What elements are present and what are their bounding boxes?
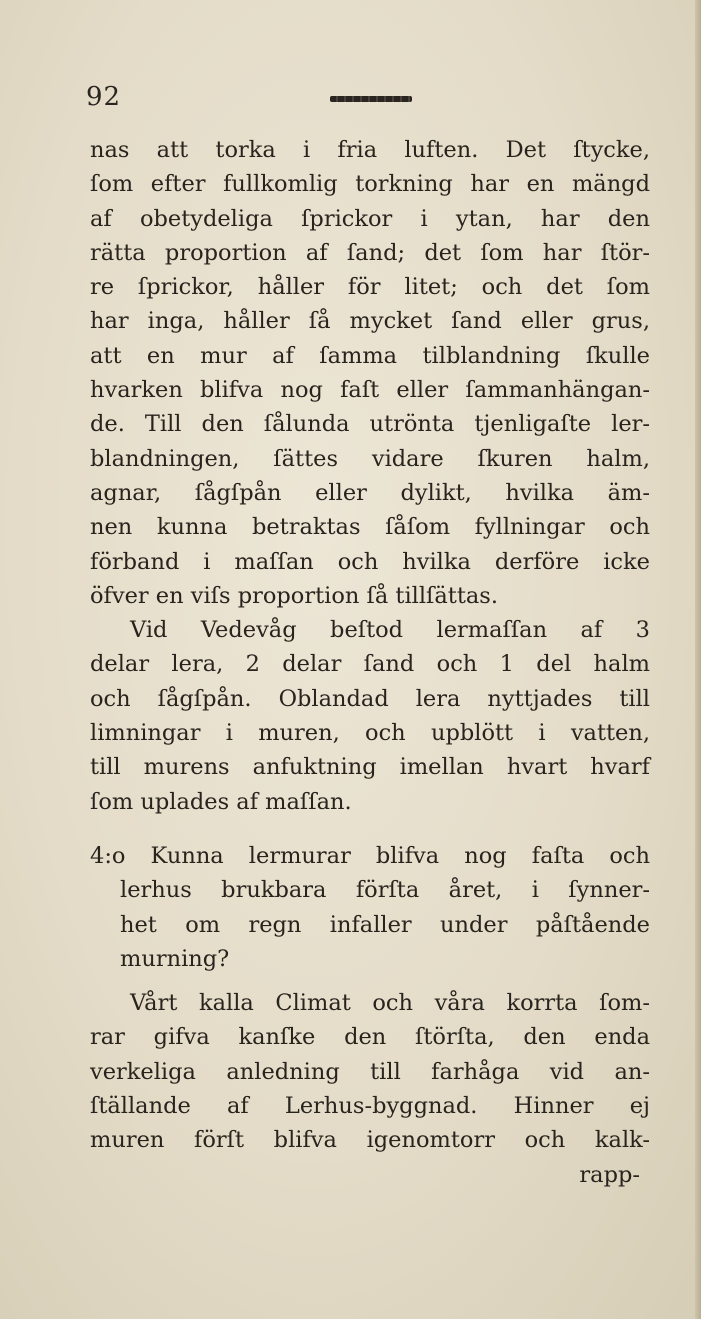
text-line: muren förſt blifva igenomtorr och kalk- [90,1127,650,1154]
text-line: förband i maſſan och hvilka derföre icke [90,548,650,575]
question-line: murning? [120,945,230,972]
text-line: rätta proportion af ſand; det ſom har ſtör- [90,239,650,266]
body-text [90,133,650,1192]
text-line: nas att torka i fria luften. Det ſtycke, [90,137,650,163]
text-line: nen kunna betraktas ſåſom fyllningar och [90,514,650,541]
text-line: ſom efter fullkomlig torkning har en mängd [90,171,650,198]
header-ornament [330,96,412,102]
text-line: delar lera, 2 delar ſand och 1 del halm [90,651,650,678]
question-line: het om regn infaller under påſtående [120,911,650,938]
text-line: och ſågſpån. Oblandad lera nyttjades till [90,685,650,712]
text-line: till murens anfuktning imellan hvart hvarf [90,754,650,781]
text-line: ſtällande af Lerhus-byggnad. Hinner ej [90,1093,650,1120]
page-edge [695,0,701,1319]
text-line: Vårt kalla Climat och våra korrta ſom- [130,990,650,1017]
text-line: att en mur af ſamma tilblandning ſkulle [90,342,650,369]
text-line: agnar, ſågſpån eller dylikt, hvilka äm- [90,479,650,506]
text-line: af obetydeliga ſprickor i ytan, har den [90,205,650,232]
text-line: har inga, håller ſå mycket ſand eller grus, [90,308,650,335]
text-line: de. Till den ſålunda utrönta tjenligaſte ler- [90,411,650,438]
text-line: öfver en viſs proportion ſå tillſättas. [90,582,498,609]
text-line: limningar i muren, och upblött i vatten, [90,720,650,747]
question-line: lerhus brukbara förſta året, i ſynner- [120,877,650,904]
text-line: re ſprickor, håller för litet; och det ſom [90,274,650,301]
page-number: 92 [86,82,122,112]
catchword: rapp- [579,1161,640,1188]
text-line: verkeliga anledning till farhåga vid an- [90,1058,650,1085]
page-header [86,82,426,116]
paragraph-gap [90,819,650,839]
text-line: Vid Vedevåg beſtod lermaſſan af 3 [130,617,650,644]
text-line: rar gifva kanſke den ſtörſta, den enda [90,1024,650,1051]
text-line: blandningen, ſättes vidare ſkuren halm, [90,445,650,472]
text-line: ſom uplades af maſſan. [90,788,352,815]
text-line: hvarken blifva nog faſt eller ſammanhängan- [90,377,650,404]
paragraph-gap [90,976,650,986]
question-line: 4:o Kunna lermurar blifva nog faſta och [90,842,650,869]
